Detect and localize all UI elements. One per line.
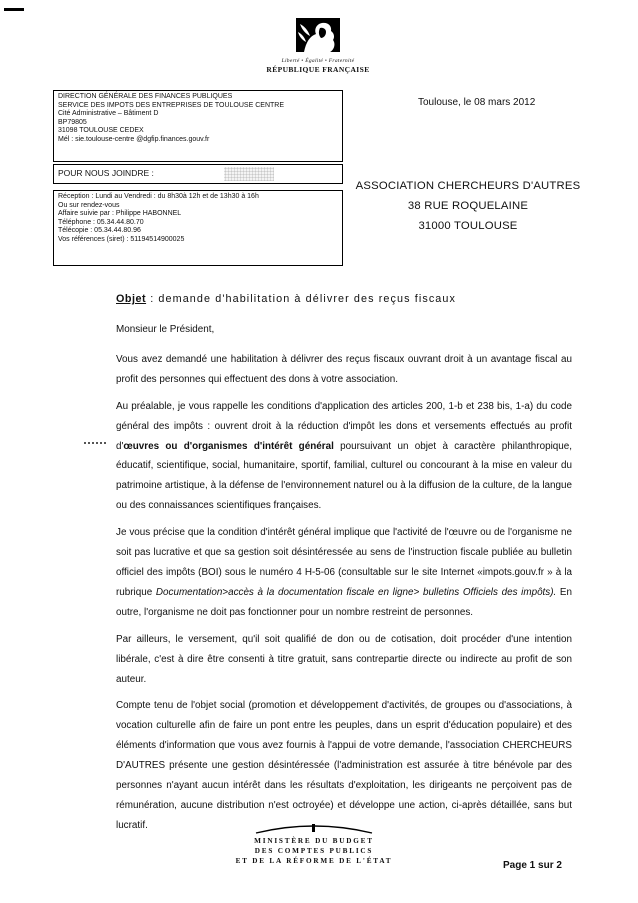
marianne-emblem-icon xyxy=(290,14,346,58)
contact-heading-box xyxy=(53,164,343,184)
contact-agent: Affaire suivie par : Philippe HABONNEL xyxy=(58,210,182,218)
sender-line: 31098 TOULOUSE CEDEX xyxy=(58,127,144,135)
contact-heading: POUR NOUS JOINDRE : xyxy=(58,168,154,178)
contact-appointment: Ou sur rendez-vous xyxy=(58,201,120,209)
marianne-logo xyxy=(258,14,378,80)
recipient-street: 38 RUE ROQUELAINE xyxy=(407,200,529,212)
contact-reference: Vos références (siret) : 51194514900025 xyxy=(58,235,185,243)
contact-fax: Télécopie : 05.34.44.80.96 xyxy=(58,227,141,235)
ministry-line: ET DE LA RÉFORME DE L'ÉTAT xyxy=(235,857,393,865)
subject-label: Objet xyxy=(116,293,147,305)
margin-dots xyxy=(84,442,106,444)
republic-name: RÉPUBLIQUE FRANÇAISE xyxy=(266,65,370,74)
paragraph: Compte tenu de l'objet social (promotion et développement d'activités, de groupes ou d'associations, à vocation culturelle afin de faire un pont entre les peuples, dans un esprit d'éducation populaire) et des éléments d'information que vous avez fournis à l'appui de votre demande, l'association CHERCHEURS D'AUTRES présente une gestion désintéressée (l'administration est assurée à titre bénévole par des personnes n'ayant aucun intérêt dans les résultats d'exploitation, les dirigeants ne perçoivent pas de rémunération, aucune distribution n'est octroyée) et développe une action, ci-après détaillée, sans but lucratif. xyxy=(116,700,572,831)
paragraph-text: Au préalable, je vous rappelle les conditions d'application des articles 200, 1-b et 238 bis, 1-a) du code général des impôts : ouvrent droit à la réduction d'impôt les dons et versements effectués au profit d' xyxy=(116,400,572,452)
contact-phone: Téléphone : 05.34.44.80.70 xyxy=(58,218,144,226)
recipient-name: ASSOCIATION CHERCHEURS D'AUTRES xyxy=(355,180,581,192)
sender-line: Cité Administrative – Bâtiment D xyxy=(58,110,159,118)
paragraph-text: poursuivant un objet à caractère philanthropique, éducatif, scientifique, social, humanitaire, sportif, familial, culturel ou concourant à la mise en valeur du patrimoine artistique, à la défense de l'environnement naturel ou à la diffusion de la culture, de la langue ou des connaissances scientifiques françaises. xyxy=(116,440,572,512)
ministry-signature xyxy=(224,822,404,866)
paragraph-text: Je vous précise que la condition d'intérêt général implique que l'activité de l'œuvre ou de l'organisme ne soit pas lucrative et que sa gestion soit désintéressée au sens de l'instruction fiscale publiée au bulletin officiel des impôts (BOI) sous le numéro 4 H-5-06 (consultable sur le site Internet «impots.gouv.fr » à la rubrique xyxy=(116,527,572,598)
ministry-arc-icon xyxy=(254,822,374,834)
scan-smudge xyxy=(224,167,274,181)
recipient-address xyxy=(350,176,586,236)
corner-mark xyxy=(4,8,24,11)
paragraph xyxy=(116,523,572,623)
place-date: Toulouse, le 08 mars 2012 xyxy=(418,97,536,108)
letter-body xyxy=(116,320,572,843)
recipient-city: 31000 TOULOUSE xyxy=(418,220,518,232)
paragraph: Par ailleurs, le versement, qu'il soit qualifié de don ou de cotisation, doit procéder d'une intention libérale, c'est à dire être consenti à titre gratuit, sans contrepartie directe ou indirecte au profit de son auteur. xyxy=(116,633,572,685)
contact-hours: Réception : Lundi au Vendredi : du 8h30à 12h et de 13h30 à 16h xyxy=(58,193,259,200)
subject-text: : demande d'habilitation à délivrer des reçus fiscaux xyxy=(146,293,457,305)
paragraph: Vous avez demandé une habilitation à délivrer des reçus fiscaux ouvrant droit à un avantage fiscal au profit des personnes qui effectuent des dons à votre association. xyxy=(116,353,572,385)
sender-line: BP79805 xyxy=(58,118,87,126)
paragraph-emphasis: œuvres ou d'organismes d'intérêt général xyxy=(123,440,334,452)
salutation: Monsieur le Président, xyxy=(116,324,215,335)
contact-block xyxy=(53,190,343,266)
paragraph-italic: Documentation>accès à la documentation fiscale en ligne> bulletins Officiels des impôts). xyxy=(155,586,557,598)
page-number: Page 1 sur 2 xyxy=(503,860,562,871)
ministry-line: MINISTÈRE DU BUDGET xyxy=(254,837,374,845)
subject-line xyxy=(116,293,456,305)
republic-motto: Liberté • Égalité • Fraternité xyxy=(281,58,355,64)
sender-block xyxy=(53,90,343,162)
sender-email: Mél : sie.toulouse-centre @dgfip.finances.gouv.fr xyxy=(58,135,210,143)
sender-line: SERVICE DES IMPOTS DES ENTREPRISES DE TOULOUSE CENTRE xyxy=(58,101,284,109)
paragraph xyxy=(116,397,572,516)
ministry-line: DES COMPTES PUBLICS xyxy=(254,847,374,855)
paragraph-text: En outre, l'organisme ne doit pas fonctionner pour un nombre restreint de personnes. xyxy=(116,586,573,618)
sender-line: DIRECTION GÉNÉRALE DES FINANCES PUBLIQUES xyxy=(58,93,233,100)
